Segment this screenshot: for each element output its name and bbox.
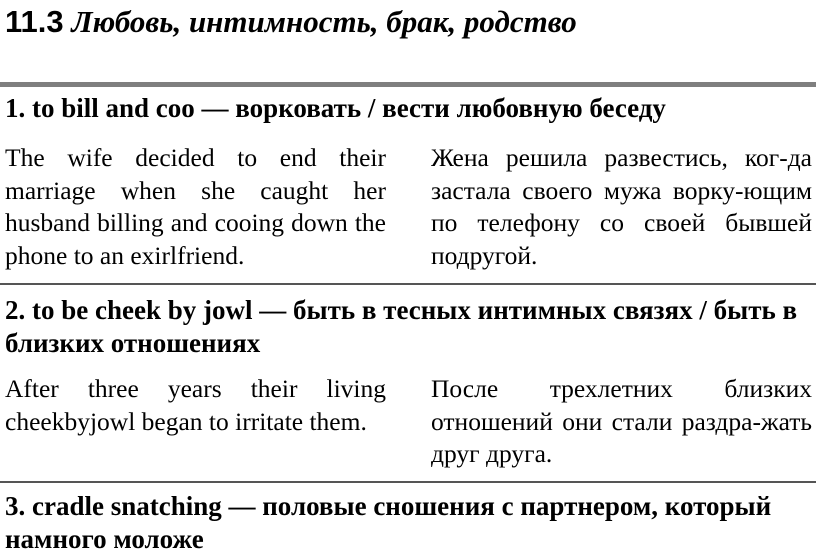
entry-divider-2: [0, 481, 816, 483]
entry-divider-1: [0, 283, 816, 285]
section-number: 11.3: [5, 4, 64, 39]
entry-heading-1: 1. to bill and coo — ворковать / вести любовную беседу: [5, 93, 666, 123]
entry-1-russian-translation: Жена решила развестись, ког-да застала своего мужа ворку-ющим по телефону со своей бывшей подругой.: [431, 143, 812, 270]
section-name: Любовь, интимность, брак, родство: [71, 4, 577, 39]
entry-heading-2: 2. to be cheek by jowl — быть в тесных интимных связях / быть в близких отношениях: [5, 295, 798, 358]
section-title: [5, 4, 577, 40]
entry-2-russian-translation: После трехлетних близких отношений они стали раздра-жать друг друга.: [431, 374, 812, 468]
entry-1-english-example: The wife decided to end their marriage when she caught her husband billing and cooing down the phone to an exirlfriend.: [5, 143, 386, 270]
section-divider: [0, 82, 816, 87]
entry-2-english-example: After three years their living cheekbyjowl began to irritate them.: [5, 374, 386, 436]
entry-heading-3: 3. cradle snatching — половые сношения с партнером, который намного моложе: [5, 491, 772, 554]
